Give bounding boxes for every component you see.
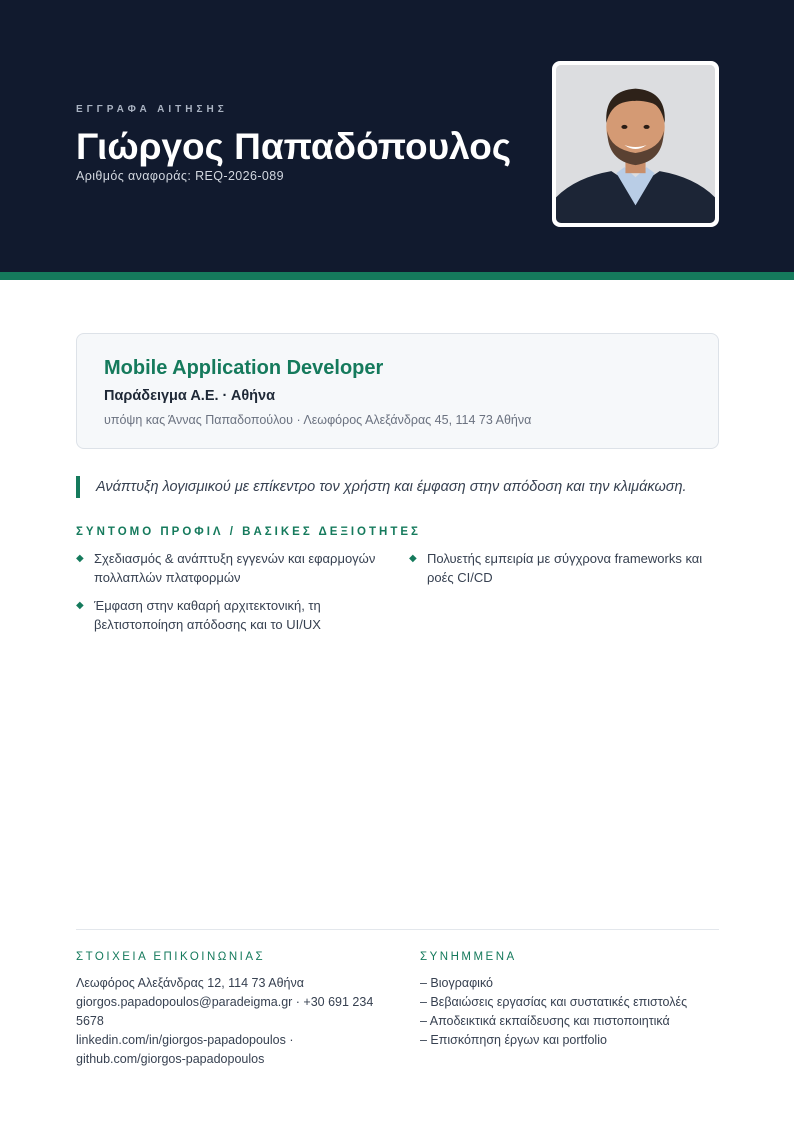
attachments-list <box>420 974 720 1050</box>
header-accent-rule <box>0 272 794 280</box>
attachment-item: – Βεβαιώσεις εργασίας και συστατικές επιστολές <box>420 995 688 1009</box>
profile-bullet <box>76 596 386 634</box>
profile-heading: ΣΥΝΤΟΜΟ ΠΡΟΦΙΛ / ΒΑΣΙΚΕΣ ΔΕΞΙΟΤΗΤΕΣ <box>76 526 421 538</box>
contact-details <box>76 974 376 1069</box>
contact-heading: ΣΤΟΙΧΕΙΑ ΕΠΙΚΟΙΝΩΝΙΑΣ <box>76 951 266 963</box>
applicant-photo-frame <box>552 61 719 227</box>
attachment-item: – Βιογραφικό <box>420 976 494 990</box>
footer-divider <box>76 929 719 930</box>
applicant-photo <box>556 65 715 223</box>
position-title: Mobile Application Developer <box>104 357 384 379</box>
position-card <box>76 333 719 449</box>
contact-profile-links[interactable]: linkedin.com/in/giorgos-papadopoulos · github.com/giorgos-papadopoulos <box>76 1033 294 1066</box>
attachments-heading: ΣΥΝΗΜΜΕΝΑ <box>420 951 517 963</box>
profile-bullet-text: Έμφαση στην καθαρή αρχιτεκτονική, τη βελτιστοποίηση απόδοσης και το UI/UX <box>94 598 321 632</box>
contact-email-phone[interactable]: giorgos.papadopoulos@paradeigma.gr · +30 691 234 5678 <box>76 995 374 1028</box>
profile-bullet-text: Πολυετής εμπειρία με σύγχρονα frameworks και ροές CI/CD <box>427 551 703 585</box>
diamond-bullet-icon: ◆ <box>76 553 84 564</box>
diamond-bullet-icon: ◆ <box>76 600 84 611</box>
profile-bullet <box>409 549 719 587</box>
profile-bullet <box>76 549 386 587</box>
profile-bullet-text: Σχεδιασμός & ανάπτυξη εγγενών και εφαρμογών πολλαπλών πλατφορμών <box>94 551 376 585</box>
attachment-item: – Επισκόπηση έργων και portfolio <box>420 1033 607 1047</box>
recipient-address: υπόψη κας Άννας Παπαδοπούλου · Λεωφόρος Αλεξάνδρας 45, 114 73 Αθήνα <box>104 413 532 427</box>
attachment-item: – Αποδεικτικά εκπαίδευσης και πιστοποιητικά <box>420 1014 670 1028</box>
diamond-bullet-icon: ◆ <box>409 553 417 564</box>
reference-number: Αριθμός αναφοράς: REQ-2026-089 <box>76 169 284 183</box>
company-name: Παράδειγμα Α.Ε. · Αθήνα <box>104 388 276 404</box>
document-type-label: ΕΓΓΡΑΦΑ ΑΙΤΗΣΗΣ <box>76 104 228 115</box>
contact-address: Λεωφόρος Αλεξάνδρας 12, 114 73 Αθήνα <box>76 976 304 990</box>
tagline-quote: Ανάπτυξη λογισμικού με επίκεντρο τον χρήστη και έμφαση στην απόδοση και την κλιμάκωση. <box>76 476 687 498</box>
applicant-name: Γιώργος Παπαδόπουλος <box>76 126 512 167</box>
